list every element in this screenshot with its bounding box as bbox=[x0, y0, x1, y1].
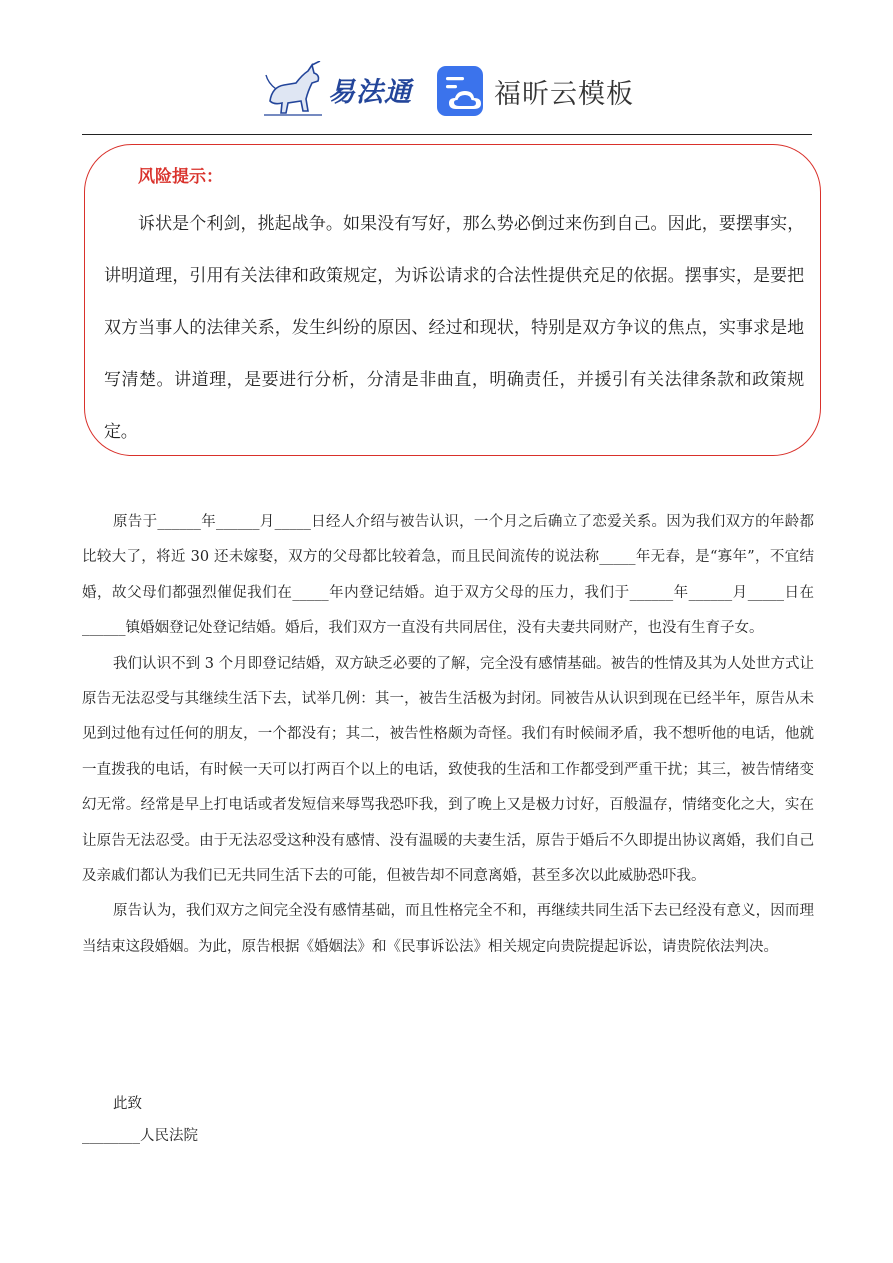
header-divider bbox=[82, 134, 812, 135]
risk-notice-body: 诉状是个利剑，挑起战争。如果没有写好，那么势必倒过来伤到自己。因此，要摆事实，讲明道理，引用有关法律和政策规定，为诉讼请求的合法性提供充足的依据。摆事实，是要把双方当事人的法律关系，发生纠纷的原因、经过和现状，特别是双方争议的焦点，实事求是地写清楚。讲道理，是要进行分析，分清是非曲直，明确责任，并援引有关法律条款和政策规定。 bbox=[104, 214, 804, 442]
risk-notice-title: 风险提示： bbox=[138, 167, 223, 187]
salutation: 此致 bbox=[113, 1096, 142, 1112]
yifatong-logo bbox=[262, 61, 412, 117]
document-cloud-icon bbox=[436, 65, 486, 117]
page-header bbox=[0, 55, 893, 125]
foxit-cloud-template-text: 福昕云模板 bbox=[494, 78, 634, 110]
complaint-body bbox=[82, 505, 814, 965]
paragraph-acquaintance: 原告于______年______月_____日经人介绍与被告认识，一个月之后确立了恋爱关系。因为我们双方的年龄都比较大了，将近 30 还未嫁娶，双方的父母都比较着急，而且民间流传的说法称_____年无春，是“寡年”，不宜结婚，故父母们都强烈催促我们在_____年内登记结婚。迫于双方父母的压力，我们于______年______月_____日在______镇婚姻登记处登记结婚。婚后，我们双方一直没有共同居住，没有夫妻共同财产，也没有生育子女。 bbox=[82, 514, 814, 637]
foxit-cloud-template-logo bbox=[436, 65, 634, 117]
paragraph-reasons: 我们认识不到 3 个月即登记结婚，双方缺乏必要的了解，完全没有感情基础。被告的性情及其为人处世方式让原告无法忍受与其继续生活下去，试举几例：其一，被告生活极为封闭。同被告从认识到现在已经半年，原告从未见到过他有过任何的朋友，一个都没有；其二，被告性格颇为奇怪。我们有时候闹矛盾，我不想听他的电话，他就一直拨我的电话，有时候一天可以打两百个以上的电话，致使我的生活和工作都受到严重干扰；其三，被告情绪变幻无常。经常是早上打电话或者发短信来辱骂我恐吓我，到了晚上又是极力讨好，百般温存，情绪变化之大，实在让原告无法忍受。由于无法忍受这种没有感情、没有温暖的夫妻生活，原告于婚后不久即提出协议离婚，我们自己及亲戚们都认为我们已无共同生活下去的可能，但被告却不同意离婚，甚至多次以此威胁恐吓我。 bbox=[82, 655, 814, 885]
unicorn-icon bbox=[262, 61, 324, 117]
paragraph-conclusion: 原告认为，我们双方之间完全没有感情基础，而且性格完全不和，再继续共同生活下去已经没有意义，因而理当结束这段婚姻。为此，原告根据《婚姻法》和《民事诉讼法》相关规定向贵院提起诉讼，请贵院依法判决。 bbox=[82, 903, 814, 955]
court-name: ________人民法院 bbox=[82, 1128, 198, 1144]
yifatong-logo-text: 易法通 bbox=[328, 76, 412, 108]
closing-block bbox=[82, 1088, 198, 1152]
